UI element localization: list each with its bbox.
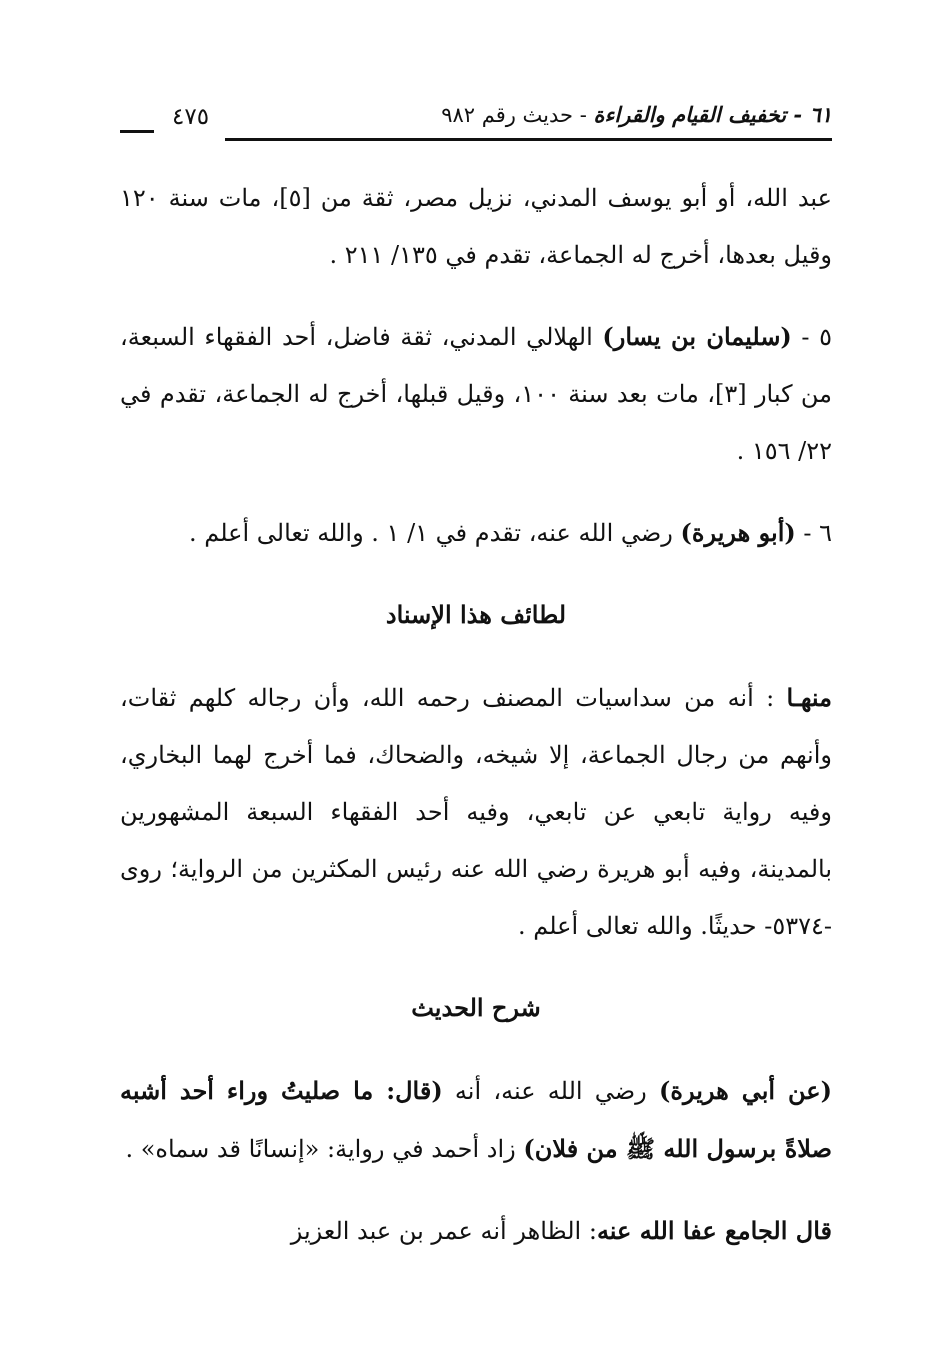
page-number-rule [120, 130, 154, 133]
body-text [120, 170, 832, 1268]
hadith-quote-matn: (قال: ما صليتُ وراء أحد أشبه صلاةً برسول الله ﷺ من فلان) [120, 1076, 832, 1163]
narrator-name: (أبو هريرة) [680, 518, 796, 547]
narrator-details: الهلالي المدني، ثقة فاضل، أحد الفقهاء السبعة، من كبار [٣]، مات بعد سنة ١٠٠، وقيل قبلها، أخرج له الجماعة، تقدم في ٢٢/ ١٥٦ . [120, 323, 832, 465]
hadith-addition: زاد أحمد في رواية: «إنسانًا قد سماه» . [125, 1135, 524, 1163]
commentary-lead: قال الجامع عفا الله عنه [596, 1216, 832, 1245]
hadith-quote-narrator: (عن أبي هريرة) [659, 1076, 832, 1105]
commentary-paragraph [120, 1202, 832, 1260]
section-heading-sharh: شرح الحديث [411, 993, 541, 1022]
header-rule [225, 138, 832, 141]
paragraph-lead: منهـا [786, 683, 832, 712]
narrator-paragraph-2 [120, 308, 832, 480]
hadith-reference: - حديث رقم ٩٨٢ [441, 103, 594, 127]
hadith-paragraph [120, 1062, 832, 1178]
narrator-number: ٦ - [795, 519, 832, 547]
page-header [120, 96, 832, 140]
running-title [441, 102, 832, 127]
paragraph-text: : أنه من سداسيات المصنف رحمه الله، وأن رجاله كلهم ثقات، وأنهم من رجال الجماعة، إلا شيخه، والضحاك، فما أخرج لهما البخاري، وفيه رواية تابعي عن تابعي، وفيه أحد الفقهاء السبعة المشهورين بالمدينة، وفيه أبو هريرة رضي الله عنه رئيس المكثرين من الرواية؛ روى -٥٣٧٤- حديثًا. والله تعالى أعلم . [120, 684, 832, 940]
page-number: ٤٧٥ [172, 104, 210, 130]
hadith-text: رضي الله عنه، أنه [442, 1077, 660, 1105]
narrator-name: (سليمان بن يسار) [602, 322, 792, 351]
chapter-title: ٦١ - تخفيف القيام والقراءة [593, 102, 832, 127]
narrator-details: رضي الله عنه، تقدم في ١/ ١ . والله تعالى أعلم . [188, 519, 681, 547]
section-heading-isnad: لطائف هذا الإسناد [385, 600, 567, 629]
isnad-paragraph [120, 669, 832, 955]
narrator-number: ٥ - [791, 323, 832, 351]
commentary-text: : الظاهر أنه عمر بن عبد العزيز [290, 1217, 597, 1245]
narrator-paragraph-3 [120, 504, 832, 562]
narrator-paragraph-1: عبد الله، أو أبو يوسف المدني، نزيل مصر، ثقة من [٥]، مات سنة ١٢٠ وقيل بعدها، أخرج له الجماعة، تقدم في ١٣٥/ ٢١١ . [120, 184, 832, 269]
